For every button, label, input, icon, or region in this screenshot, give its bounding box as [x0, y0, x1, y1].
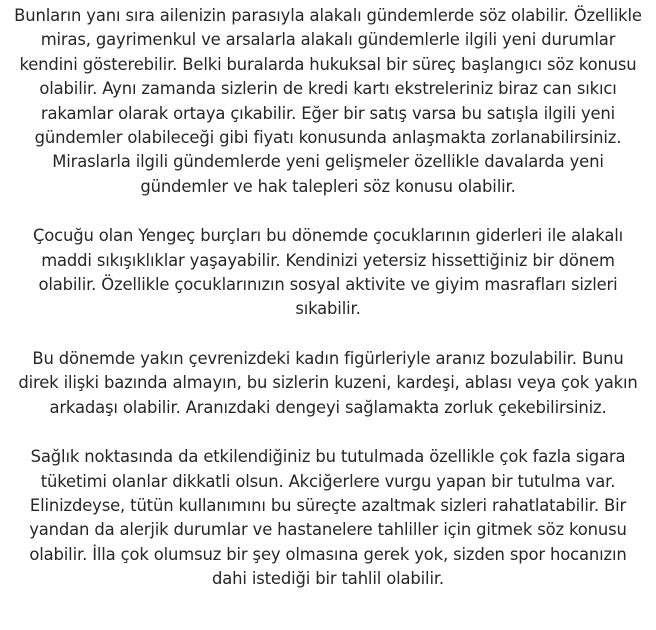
- text-line: olabilir. Aynı zamanda sizlerin de kredi kartı ekstreleriniz biraz can sıkıcı: [39, 79, 617, 99]
- text-line: Miraslarla ilgili gündemlerde yeni gelişmeler özellikle davalarda yeni: [52, 152, 604, 172]
- paragraph-family-finances: [6, 4, 650, 199]
- paragraph-female-relations: [6, 347, 650, 420]
- paragraph-children-expenses: [6, 224, 650, 322]
- text-line: Sağlık noktasında da etkilendiğiniz bu tutulmada özellikle çok fazla sigara: [30, 447, 626, 467]
- text-line: direk ilişki bazında almayın, bu sizlerin kuzeni, kardeşi, ablası veya çok yakın: [18, 373, 638, 393]
- text-line: tüketimi olanlar dikkatli olsun. Akciğerlere vurgu yapan bir tutulma var.: [40, 471, 616, 491]
- text-line: Elinizdeyse, tütün kullanımını bu süreçte azaltmak sizleri rahatlatabilir. Bir: [29, 495, 627, 515]
- text-line: sıkabilir.: [295, 299, 361, 319]
- text-line: olabilir. İlla çok olumsuz bir şey olmasına gerek yok, sizden spor hocanızın: [29, 544, 627, 564]
- text-line: kendini gösterebilir. Belki buralarda hukuksal bir süreç başlangıcı söz konusu: [19, 54, 637, 74]
- text-line: Bunların yanı sıra ailenizin parasıyla alakalı gündemlerde söz olabilir. Özellikle: [14, 6, 642, 25]
- text-line: gündemler ve hak talepleri söz konusu olabilir.: [140, 176, 516, 196]
- text-line: yandan da alerjik durumlar ve hastanelere tahliller için gitmek söz konusu: [29, 520, 627, 540]
- text-line: gündemler olabileceği gibi fiyatı konusunda anlaşmakta zorlanabilirsiniz.: [34, 128, 622, 148]
- paragraph-health: [6, 445, 650, 591]
- text-line: arkadaşı olabilir. Aranızdaki dengeyi sağlamakta zorluk çekebilirsiniz.: [49, 397, 607, 417]
- text-line: Çocuğu olan Yengeç burçları bu dönemde çocuklarının giderleri ile alakalı: [32, 226, 624, 246]
- document-body: [0, 4, 656, 592]
- text-line: miras, gayrimenkul ve arsalarla alakalı gündemlerle ilgili yeni durumlar: [40, 30, 616, 50]
- text-line: rakamlar olarak ortaya çıkabilir. Eğer bir satış varsa bu satışla ilgili yeni: [40, 103, 616, 123]
- text-line: dahi istediği bir tahlil olabilir.: [211, 569, 444, 589]
- text-line: maddi sıkışıklıklar yaşayabilir. Kendinizi yetersiz hissettiğiniz bir dönem: [41, 250, 615, 270]
- text-line: olabilir. Özellikle çocuklarınızın sosyal aktivite ve giyim masrafları sizleri: [38, 275, 618, 295]
- text-line: Bu dönemde yakın çevrenizdeki kadın figürleriyle aranız bozulabilir. Bunu: [32, 348, 624, 368]
